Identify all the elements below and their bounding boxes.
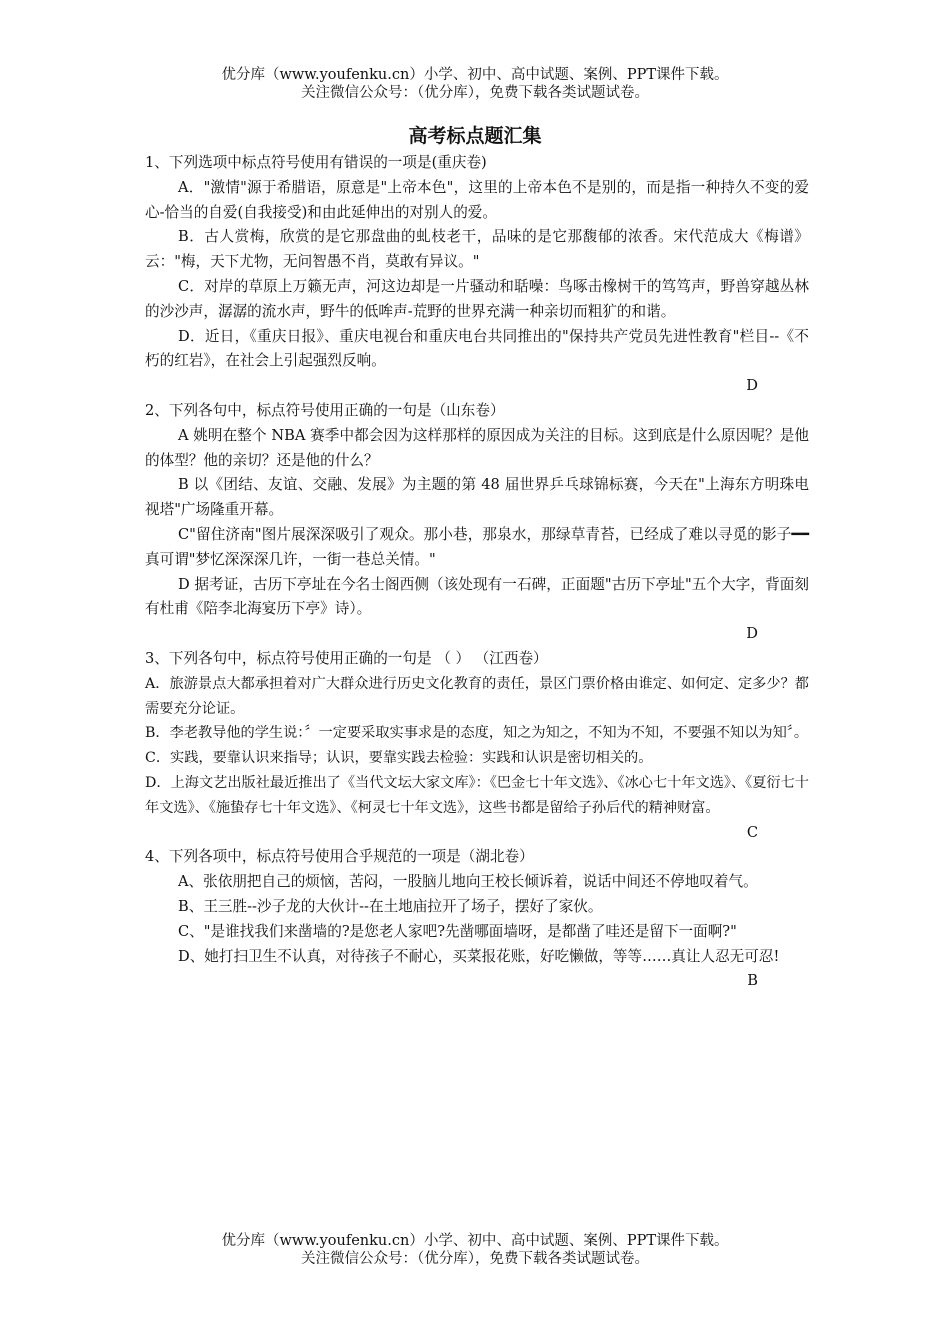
header-line-2: 关注微信公众号：（优分库），免费下载各类试题试卷。	[301, 85, 649, 101]
option-c: C"留住济南"图片展深深吸引了观众。那小巷，那泉水，那绿草青苔，已经成了难以寻觅的影子━━真可谓"梦忆深深深几许，一街一巷总关情。"	[145, 525, 809, 568]
option-b: B．古人赏梅，欣赏的是它那盘曲的虬枝老干，品味的是它那馥郁的浓香。宋代范成大《梅谱》云："梅，天下尤物，无问智愚不肖，莫敢有异议。"	[145, 228, 809, 271]
option-b: B、王三胜--沙子龙的大伙计--在土地庙拉开了场子，摆好了家伙。	[178, 897, 603, 915]
page-header	[0, 66, 950, 102]
option-c: C．对岸的草原上万籁无声，河这边却是一片骚动和聒噪：鸟啄击橡树干的笃笃声，野兽穿越丛林的沙沙声，潺潺的流水声，野牛的低哞声-荒野的世界充满一种亲切而粗犷的和谐。	[145, 277, 809, 320]
question-2	[145, 399, 809, 647]
question-3	[145, 647, 809, 845]
option-b: B 以《团结、友谊、交融、发展》为主题的第 48 届世界乒乓球锦标赛，今天在"上海东方明珠电视塔"广场隆重开幕。	[145, 476, 809, 519]
answer: C	[746, 823, 758, 841]
question-1	[145, 151, 809, 399]
answer: B	[747, 972, 758, 990]
option-d: D、她打扫卫生不认真，对待孩子不耐心，买菜报花账，好吃懒做，等等……真让人忍无可忍!	[178, 947, 780, 965]
option-a: A．"激情"源于希腊语，原意是"上帝本色"，这里的上帝本色不是别的，而是指一种持久不变的爱心-恰当的自爱(自我接受)和由此延伸出的对别人的爱。	[145, 178, 809, 221]
document-title: 高考标点题汇集	[408, 125, 542, 147]
option-a: A．旅游景点大都承担着对广大群众进行历史文化教育的责任，景区门票价格由谁定、如何定、定多少？都需要充分论证。	[145, 675, 809, 717]
question-4	[145, 845, 809, 994]
option-a: A 姚明在整个 NBA 赛季中都会因为这样那样的原因成为关注的目标。这到底是什么原因呢？是他的体型？他的亲切？还是他的什么？	[145, 426, 809, 469]
option-d: D．近日，《重庆日报》、重庆电视台和重庆电台共同推出的"保持共产党员先进性教育"栏目--《不朽的红岩》，在社会上引起强烈反响。	[145, 327, 809, 370]
answer: D	[746, 377, 758, 395]
option-d: D 据考证，古历下亭址在今名士阁西侧（该处现有一石碑，正面题"古历下亭址"五个大字，背面刻有杜甫《陪李北海宴历下亭》诗）。	[145, 575, 809, 618]
option-d: D．上海文艺出版社最近推出了《当代文坛大家文库》：《巴金七十年文选》、《冰心七十年文选》、《夏衍七十年文选》、《施蛰存七十年文选》、《柯灵七十年文选》，这些书都是留给子孙后代的精神财富。	[145, 774, 809, 816]
question-list	[145, 151, 809, 994]
option-b: B．李老教导他的学生说：〞一定要采取实事求是的态度，知之为知之，不知为不知，不要强不知以为知〞。	[145, 725, 809, 742]
question-stem: 2、下列各句中，标点符号使用正确的一句是（山东卷）	[145, 401, 505, 419]
question-stem: 3、下列各句中，标点符号使用正确的一句是 （ ） （江西卷）	[145, 649, 548, 667]
option-c: C．实践，要靠认识来指导；认识，要靠实践去检验：实践和认识是密切相关的。	[145, 750, 653, 767]
question-stem: 1、下列选项中标点符号使用有错误的一项是(重庆卷)	[145, 154, 487, 171]
footer-line-2: 关注微信公众号：（优分库），免费下载各类试题试卷。	[301, 1251, 649, 1267]
page-footer	[0, 1232, 950, 1268]
option-a: A、张依朋把自己的烦恼，苦闷，一股脑儿地向王校长倾诉着，说话中间还不停地叹着气。	[178, 873, 758, 891]
footer-line-1: 优分库（www.youfenku.cn）小学、初中、高中试题、案例、PPT课件下载。	[221, 1233, 729, 1249]
option-c: C、"是谁找我们来凿墙的?是您老人家吧?先凿哪面墙呀，是都凿了哇还是留下一面啊?"	[178, 922, 737, 940]
header-line-1: 优分库（www.youfenku.cn）小学、初中、高中试题、案例、PPT课件下载。	[221, 67, 729, 83]
question-stem: 4、下列各项中，标点符号使用合乎规范的一项是（湖北卷）	[145, 848, 534, 866]
answer: D	[746, 625, 758, 643]
